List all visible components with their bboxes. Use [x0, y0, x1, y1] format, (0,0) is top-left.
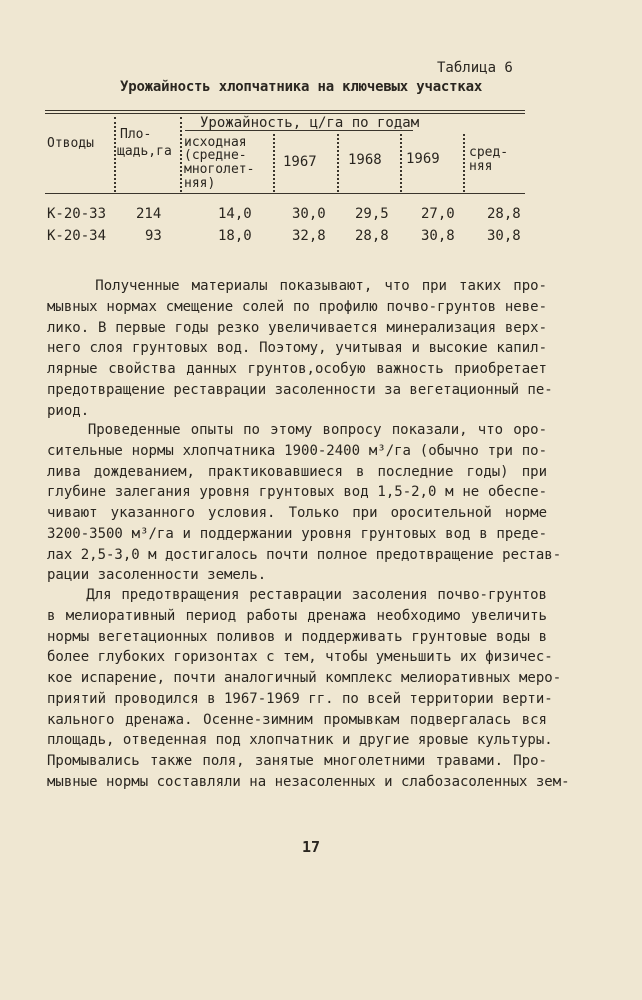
- column-divider: [400, 134, 402, 192]
- text-line: лива дождеванием, практиковавшиеся в последние годы) при: [47, 463, 547, 480]
- row-area: 214: [136, 206, 162, 222]
- table-label: Таблица 6: [437, 60, 513, 76]
- text-line: него слоя грунтовых вод. Поэтому, учитывая и высокие капил-: [47, 340, 547, 357]
- paragraph-2: [47, 420, 562, 586]
- text-line: кое испарение, почти аналогичный комплекс мелиоративных меро-: [47, 670, 562, 686]
- text-line: Промывались также поля, занятые многолетними травами. Про-: [47, 753, 547, 769]
- text-line: лярные свойства данных грунтов,особую важность приобретает: [47, 361, 547, 377]
- row-name: К-20-34: [47, 228, 107, 244]
- text-line: более глубоких горизонтах с тем, чтобы уменьшить их физичес-: [47, 649, 553, 666]
- text-line: в мелиоративный период работы дренажа необходимо увеличить: [47, 607, 547, 624]
- text-line: Полученные материалы показывают, что при таких про-: [47, 278, 547, 294]
- text-line: глубине залегания уровня грунтовых вод 1,5-2,0 м не обеспе-: [47, 484, 547, 501]
- text-line: мывных нормах смещение солей по профилю почво-грунтов неве-: [47, 298, 547, 315]
- header-1969: 1969: [406, 151, 440, 167]
- row-1968: 29,5: [355, 206, 389, 222]
- text-line: кального дренажа. Осенне-зимним промывкам подвергалась вся: [47, 711, 547, 728]
- table-top-rule-double: [45, 113, 525, 114]
- row-initial: 18,0: [218, 228, 252, 244]
- text-line: приятий проводился в 1967-1969 гг. по всей территории верти-: [47, 690, 553, 707]
- header-area-line2: щадь,га: [117, 144, 172, 159]
- column-divider: [273, 134, 275, 192]
- text-line: Для предотвращения реставрации засоления почво-грунтов: [47, 587, 547, 603]
- text-line: мывные нормы составляли на незасоленных и слабозасоленных зем-: [47, 773, 570, 790]
- column-divider: [180, 117, 182, 192]
- text-line: рации засоленности земель.: [47, 567, 267, 584]
- header-initial-line4: няя): [184, 176, 216, 191]
- row-avg: 30,8: [487, 228, 521, 244]
- row-1969: 30,8: [421, 228, 455, 244]
- header-initial-line3: многолет-: [184, 162, 255, 177]
- column-divider: [337, 134, 339, 192]
- row-area: 93: [145, 228, 162, 244]
- row-1967: 32,8: [292, 228, 326, 244]
- header-group: Урожайность, ц/га по годам: [200, 115, 420, 131]
- text-line: Проведенные опыты по этому вопросу показали, что оро-: [47, 422, 547, 438]
- header-avg-line1: сред-: [469, 145, 509, 160]
- text-line: лико. В первые годы резко увеличивается минерализация верх-: [47, 319, 547, 336]
- text-line: предотвращение реставрации засоленности за вегетационный пе-: [47, 381, 553, 398]
- paragraph-3: [47, 585, 570, 793]
- text-line: 3200-3500 м³/га и поддержании уровня грунтовых вод в преде-: [47, 525, 547, 542]
- header-initial-line2: (средне-: [184, 148, 247, 163]
- header-otvody: Отводы: [47, 136, 94, 151]
- column-divider: [463, 134, 465, 192]
- paragraph-1: [47, 276, 553, 421]
- header-1967: 1967: [283, 154, 317, 170]
- text-line: площадь, отведенная под хлопчатник и другие яровые культуры.: [47, 732, 553, 749]
- row-avg: 28,8: [487, 206, 521, 222]
- header-1968: 1968: [348, 152, 382, 168]
- header-avg-line2: няя: [469, 159, 493, 174]
- column-divider: [114, 117, 116, 192]
- header-initial-line1: исходная: [184, 135, 247, 150]
- header-area-line1: Пло-: [120, 127, 152, 142]
- header-bottom-rule: [45, 193, 525, 194]
- table-title: Урожайность хлопчатника на ключевых участках: [120, 79, 483, 95]
- row-1969: 27,0: [421, 206, 455, 222]
- text-line: сительные нормы хлопчатника 1900-2400 м³/га (обычно три по-: [47, 442, 547, 459]
- row-1967: 30,0: [292, 206, 326, 222]
- text-line: лах 2,5-3,0 м достигалось почти полное предотвращение рестав-: [47, 546, 562, 563]
- text-line: чивают указанного условия. Только при оросительной норме: [47, 505, 547, 521]
- row-name: К-20-33: [47, 206, 107, 222]
- page-number: 17: [302, 838, 321, 856]
- text-line: нормы вегетационных поливов и поддерживать грунтовые воды в: [47, 628, 547, 645]
- row-1968: 28,8: [355, 228, 389, 244]
- text-line: риод.: [47, 402, 90, 419]
- table-top-rule: [45, 110, 525, 111]
- row-initial: 14,0: [218, 206, 252, 222]
